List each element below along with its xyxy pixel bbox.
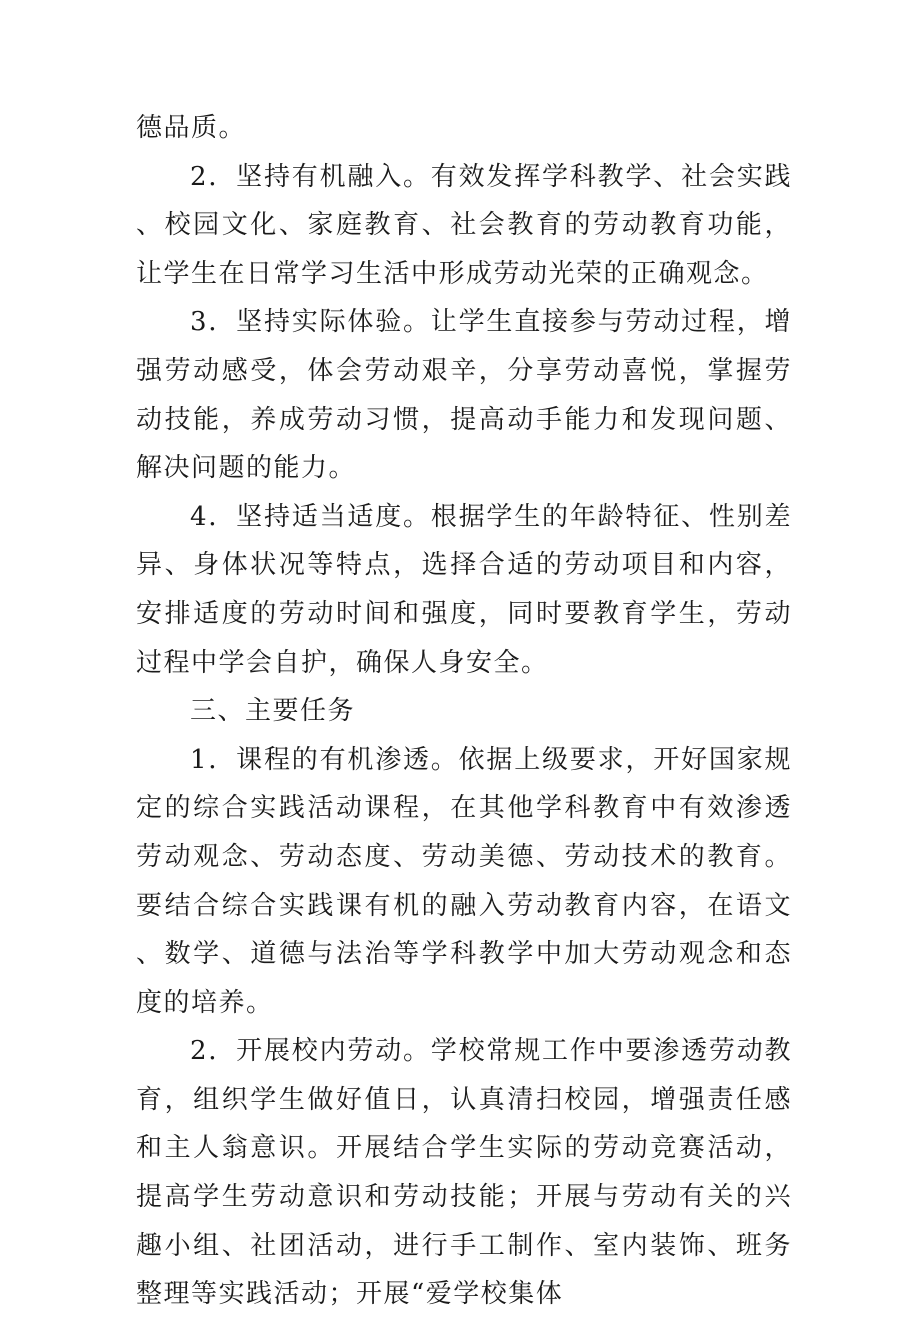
paragraph-task-2: 2．开展校内劳动。学校常规工作中要渗透劳动教育，组织学生做好值日，认真清扫校园，增强责任感和主人翁意识。开展结合学生实际的劳动竞赛活动，提高学生劳动意识和劳动技能；开展与劳动有关的兴趣小组、社团活动，进行手工制作、室内装饰、班务整理等实践活动；开展“爱学校集体 — [136, 1036, 792, 1310]
paragraph-principle-3: 3．坚持实际体验。让学生直接参与劳动过程，增强劳动感受，体会劳动艰辛，分享劳动喜悦，掌握劳动技能，养成劳动习惯，提高动手能力和发现问题、解决问题的能力。 — [136, 307, 792, 484]
section-heading-main-tasks: 三、主要任务 — [190, 696, 356, 727]
paragraph-principle-2: 2．坚持有机融入。有效发挥学科教学、社会实践、校园文化、家庭教育、社会教育的劳动教育功能，让学生在日常学习生活中形成劳动光荣的正确观念。 — [136, 161, 792, 289]
paragraph-principle-4: 4．坚持适当适度。根据学生的年龄特征、性别差异、身体状况等特点，选择合适的劳动项目和内容，安排适度的劳动时间和强度，同时要教育学生，劳动过程中学会自护，确保人身安全。 — [136, 501, 792, 678]
paragraph-continuation: 德品质。 — [136, 113, 247, 143]
paragraph-task-1: 1．课程的有机渗透。依据上级要求，开好国家规定的综合实践活动课程，在其他学科教育中有效渗透劳动观念、劳动态度、劳动美德、劳动技术的教育。要结合综合实践课有机的融入劳动教育内容，在语文、数学、道德与法治等学科教学中加大劳动观念和态度的培养。 — [136, 744, 792, 1018]
document-body — [136, 104, 792, 1319]
